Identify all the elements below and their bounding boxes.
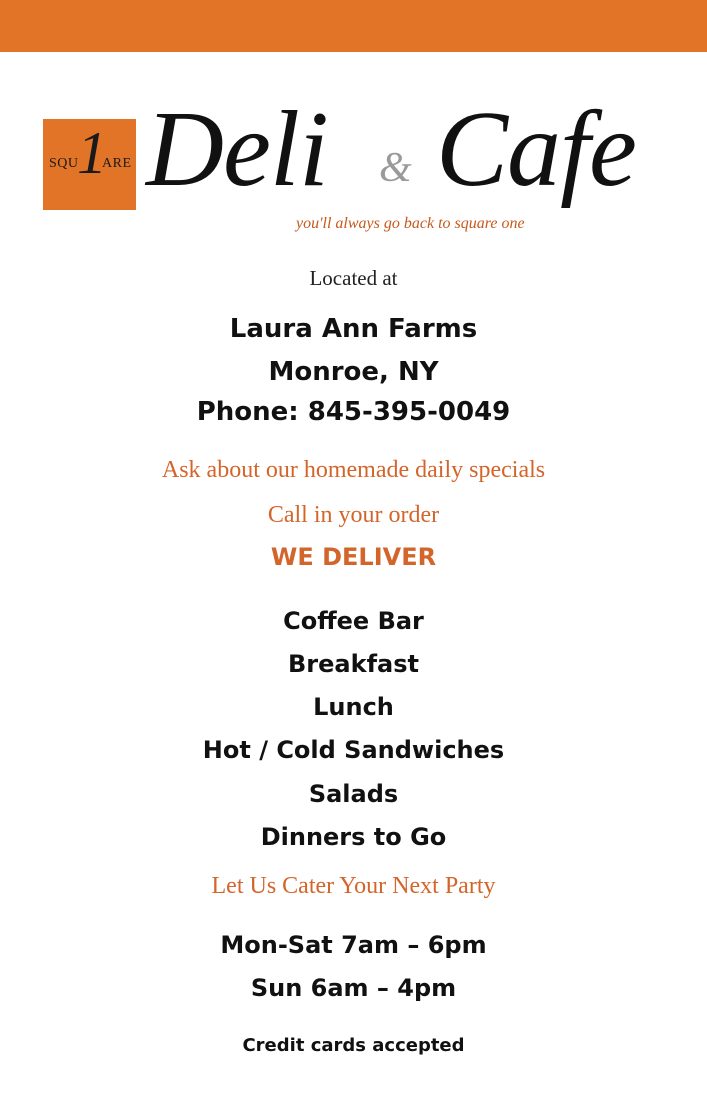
- payment-note: Credit cards accepted: [242, 1035, 465, 1056]
- hours-weekdays: Mon-Sat 7am – 6pm: [220, 931, 487, 959]
- located-at-label: Located at: [309, 266, 398, 290]
- catering-text: Let Us Cater Your Next Party: [211, 873, 496, 899]
- phone-number: Phone: 845-395-0049: [196, 397, 511, 427]
- daily-specials-text: Ask about our homemade daily specials: [161, 457, 546, 483]
- hours-sunday: Sun 6am – 4pm: [250, 974, 457, 1002]
- offering-item: Coffee Bar: [283, 607, 424, 635]
- logo-word-left: SQU: [49, 156, 79, 171]
- logo-numeral: 1: [77, 120, 107, 186]
- top-color-band: [0, 0, 707, 52]
- offering-item: Salads: [308, 780, 399, 808]
- title-ampersand: &: [379, 145, 412, 191]
- location-name: Laura Ann Farms: [229, 314, 478, 344]
- offering-item: Breakfast: [288, 650, 419, 678]
- we-deliver-text: WE DELIVER: [270, 543, 437, 571]
- offering-item: Dinners to Go: [260, 823, 447, 851]
- title-deli: Deli: [146, 90, 328, 209]
- logo-word-right: ARE: [102, 156, 132, 171]
- offering-item: Lunch: [313, 693, 394, 721]
- tagline: you'll always go back to square one: [296, 215, 525, 232]
- offering-item: Hot / Cold Sandwiches: [202, 736, 505, 764]
- square-one-logo: [43, 119, 136, 210]
- location-city: Monroe, NY: [268, 357, 439, 387]
- call-in-order-text: Call in your order: [267, 502, 440, 528]
- title-cafe: Cafe: [436, 90, 636, 209]
